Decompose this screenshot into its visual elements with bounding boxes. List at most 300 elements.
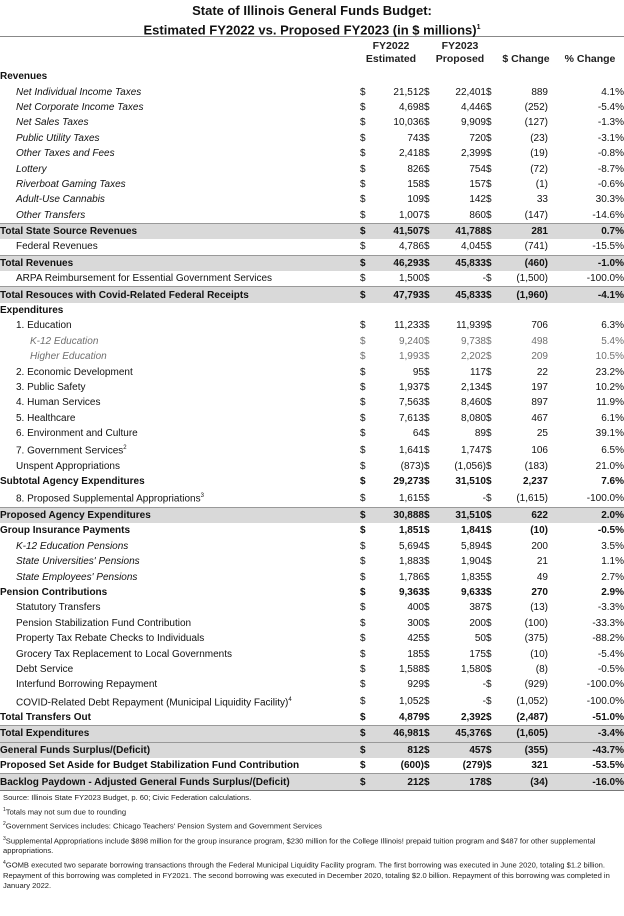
dollar-sign: [424, 69, 434, 84]
dollar-sign: $: [424, 287, 434, 303]
row-label: [0, 208, 360, 224]
fy2022-value: 1,588: [398, 663, 424, 675]
fy2022-value: 9,363: [398, 586, 424, 598]
dollar-sign: $: [486, 663, 492, 675]
row-label: [0, 364, 360, 379]
footnote-2-mark: 2: [3, 821, 6, 828]
dollar-sign: $: [360, 382, 366, 393]
fy2022-value: (873): [400, 460, 424, 472]
row-label: [0, 146, 360, 161]
dollar-sign: $: [424, 209, 430, 221]
fy2022-value: 743: [407, 132, 424, 144]
change-value: (375): [524, 633, 548, 645]
pct-change-value: 6.5%: [601, 444, 624, 456]
row-label-text: Expenditures: [0, 305, 64, 317]
table-row: [0, 616, 624, 631]
table-row: [0, 523, 624, 538]
dollar-sign: $: [360, 492, 366, 504]
footnote-1-mark: 1: [3, 806, 6, 813]
fy2022-value: 158: [407, 178, 424, 190]
row-label: [0, 334, 360, 349]
pct-change-value: -3.1%: [597, 132, 624, 144]
dollar-sign: $: [424, 444, 430, 456]
table-row: [0, 507, 624, 523]
row-label: [0, 318, 360, 333]
dollar-sign: $: [360, 695, 366, 707]
fy2023-value: 2,392: [460, 712, 486, 724]
fy2023-value: 387: [469, 602, 486, 614]
row-label: [0, 395, 360, 410]
fy2023-value: 457: [434, 742, 486, 758]
change-value: 33: [536, 194, 548, 206]
dollar-sign: $: [360, 178, 366, 190]
dollar-sign: $: [486, 255, 496, 271]
fy2022-value: 1,615: [398, 492, 424, 504]
dollar-sign: $: [360, 617, 366, 629]
section-header-row: [0, 303, 624, 318]
change-value: 622: [496, 507, 548, 523]
fy2022-value: 4,698: [398, 101, 424, 113]
fy2022-value: (600): [400, 760, 424, 772]
table-row: [0, 710, 624, 726]
dollar-sign: $: [486, 476, 492, 488]
table-row: [0, 539, 624, 554]
dollar-sign: $: [424, 571, 430, 583]
row-label-text: Proposed Set Aside for Budget Stabilization Fund Contribution: [0, 760, 300, 772]
pct-change-value: -3.4%: [548, 726, 624, 742]
table-body: [0, 69, 624, 790]
dollar-sign: $: [360, 412, 366, 424]
pct-change-value: -1.0%: [548, 255, 624, 271]
dollar-sign: $: [360, 428, 366, 440]
change-value: 197: [531, 382, 548, 393]
change-value: 498: [531, 335, 548, 347]
change-value: 2,237: [522, 476, 548, 488]
row-label-text: Riverboat Gaming Taxes: [16, 178, 126, 190]
change-value: 21: [536, 556, 548, 568]
row-label: [0, 441, 360, 458]
pct-change-value: -1.3%: [597, 117, 624, 129]
fy2022-value: 1,641: [398, 444, 424, 456]
dollar-sign: $: [486, 742, 496, 758]
dollar-sign: $: [424, 663, 430, 675]
table-row: [0, 239, 624, 255]
fy2023-value: 89: [474, 428, 486, 440]
fy2022-value: 5,694: [398, 540, 424, 552]
dollar-sign: $: [424, 178, 430, 190]
dollar-sign: $: [424, 132, 430, 144]
dollar-sign: $: [424, 617, 430, 629]
fy2023-value: 50: [474, 633, 486, 645]
table-row: [0, 758, 624, 774]
fy2023-value: 22,401: [455, 86, 486, 98]
dollar-sign: $: [486, 382, 492, 393]
fy2023-value: 45,833: [434, 255, 486, 271]
fy2022-value: 64: [412, 428, 424, 440]
row-label-text: Interfund Borrowing Repayment: [16, 679, 158, 691]
table-row: [0, 115, 624, 130]
pct-change-value: -5.4%: [597, 648, 624, 660]
dollar-sign: $: [486, 492, 492, 504]
dollar-sign: $: [486, 273, 492, 285]
dollar-sign: $: [486, 366, 492, 378]
row-label: [0, 192, 360, 207]
change-value: (929): [524, 679, 548, 691]
table-row: [0, 569, 624, 584]
dollar-sign: $: [424, 556, 430, 568]
row-label-text: 4. Human Services: [16, 397, 101, 409]
row-label: [0, 459, 360, 474]
dollar-sign: $: [360, 726, 370, 742]
row-label: [0, 726, 360, 742]
table-row: [0, 600, 624, 615]
row-label-text: 3. Public Safety: [16, 382, 86, 393]
dollar-sign: $: [360, 571, 366, 583]
pct-change-value: 4.1%: [601, 86, 624, 98]
table-row: [0, 287, 624, 303]
pct-change-value: 7.6%: [601, 476, 624, 488]
dollar-sign: $: [360, 712, 366, 724]
dollar-sign: $: [486, 223, 496, 239]
dollar-sign: $: [360, 507, 370, 523]
fy2023-value: 4,045: [460, 241, 486, 253]
table-row: [0, 426, 624, 441]
row-label-text: Total State Source Revenues: [0, 226, 138, 238]
table-row: [0, 208, 624, 224]
col-fy2023-header: [428, 40, 492, 66]
fy2023-value: 142: [469, 194, 486, 206]
dollar-sign: $: [360, 742, 370, 758]
row-label-text: Total Resouces with Covid-Related Federal Receipts: [0, 289, 249, 301]
row-label: [0, 115, 360, 130]
table-row: [0, 585, 624, 600]
dollar-sign: $: [424, 760, 430, 772]
fy2023-value: (1,056): [454, 460, 486, 472]
table-row: [0, 223, 624, 239]
fy2022-value: 300: [407, 617, 424, 629]
dollar-sign: $: [360, 86, 366, 98]
fy2023-value: 2,134: [460, 382, 486, 393]
pct-change-value: 30.3%: [595, 194, 624, 206]
row-label-text: ARPA Reimbursement for Essential Government Services: [16, 273, 273, 285]
dollar-sign: [360, 303, 370, 318]
fy2022-value: 185: [407, 648, 424, 660]
pct-change-value: -14.6%: [592, 209, 624, 221]
table-row: [0, 192, 624, 207]
fy2023-value: 1,580: [460, 663, 486, 675]
fy2022-value: 1,052: [398, 695, 424, 707]
pct-change-value: 23.2%: [595, 366, 624, 378]
fy2022-value: 1,500: [398, 273, 424, 285]
dollar-sign: $: [486, 320, 492, 332]
dollar-sign: $: [360, 209, 366, 221]
row-label-text: K-12 Education: [30, 335, 99, 347]
dollar-sign: $: [360, 476, 366, 488]
dollar-sign: $: [360, 132, 366, 144]
fy2022-value: 1,993: [398, 351, 424, 363]
fy2022-value: 46,981: [370, 726, 424, 742]
dollar-sign: $: [424, 241, 430, 253]
row-label-text: Adult-Use Cannabis: [16, 194, 105, 206]
footnotes: [0, 790, 624, 891]
pct-change-value: -0.6%: [597, 178, 624, 190]
row-label-text: Property Tax Rebate Checks to Individuals: [16, 633, 205, 645]
dollar-sign: $: [486, 335, 492, 347]
row-label: [0, 554, 360, 569]
change-value: 200: [531, 540, 548, 552]
pct-change-value: 5.4%: [601, 335, 624, 347]
dollar-sign: $: [424, 101, 430, 113]
row-label: [0, 349, 360, 364]
change-value: (1,052): [516, 695, 548, 707]
row-label-text: Other Transfers: [16, 209, 86, 221]
pct-change-value: -16.0%: [548, 774, 624, 790]
fy2023-value: 31,510: [434, 507, 486, 523]
row-label-text: Backlog Paydown - Adjusted General Funds Surplus/(Deficit): [0, 776, 290, 788]
dollar-sign: $: [360, 397, 366, 409]
dollar-sign: $: [424, 507, 434, 523]
row-label-text: Lottery: [16, 163, 47, 175]
pct-change-value: -100.0%: [586, 695, 624, 707]
fy2022-value: 812: [370, 742, 424, 758]
fy2023-value: 9,633: [460, 586, 486, 598]
dollar-sign: $: [486, 586, 492, 598]
pct-change-value: [548, 303, 624, 318]
footnote-4: [3, 858, 621, 891]
row-label: [0, 539, 360, 554]
dollar-sign: $: [360, 602, 366, 614]
fy2023-value: [434, 303, 486, 318]
dollar-sign: $: [424, 412, 430, 424]
col-fy2022-header: [358, 40, 424, 66]
fy2023-value: 9,909: [460, 117, 486, 129]
change-value: 22: [536, 366, 548, 378]
dollar-sign: $: [424, 712, 430, 724]
pct-change-value: -0.5%: [597, 663, 624, 675]
dollar-sign: $: [424, 602, 430, 614]
dollar-sign: $: [486, 507, 496, 523]
table-row: [0, 364, 624, 379]
change-value: [496, 69, 548, 84]
fy2022-value: 109: [407, 194, 424, 206]
title-line-2-text: Estimated FY2022 vs. Proposed FY2023 (in $ millions): [143, 22, 477, 38]
change-value: (1,500): [516, 273, 548, 285]
change-value: (252): [524, 101, 548, 113]
row-label: [0, 710, 360, 726]
change-value: (72): [530, 163, 548, 175]
change-value: 106: [531, 444, 548, 456]
footnote-2: [3, 819, 621, 832]
pct-change-value: 1.1%: [601, 556, 624, 568]
fy2023-value: 11,939: [456, 320, 486, 332]
row-label: [0, 507, 360, 523]
row-label-text: Subtotal Agency Expenditures: [0, 476, 145, 488]
pct-change-value: 21.0%: [595, 460, 624, 472]
table-row: [0, 177, 624, 192]
row-label: [0, 662, 360, 677]
fy2023-value: 1,835: [460, 571, 486, 583]
fy2023-value: -: [482, 273, 486, 285]
dollar-sign: $: [486, 444, 492, 456]
col-fy2023-line1: FY2023: [441, 40, 479, 52]
row-label: [0, 255, 360, 271]
table-row: [0, 161, 624, 176]
dollar-sign: $: [424, 163, 430, 175]
fy2023-value: 5,894: [460, 540, 486, 552]
footnote-source: Source: Illinois State FY2023 Budget, p. 60; Civic Federation calculations.: [3, 792, 252, 802]
change-value: (34): [496, 774, 548, 790]
dollar-sign: $: [486, 428, 492, 440]
fy2022-value: 47,793: [370, 287, 424, 303]
footnote-1-text: Totals may not sum due to rounding: [5, 807, 127, 817]
table-row: [0, 84, 624, 99]
dollar-sign: $: [424, 540, 430, 552]
dollar-sign: $: [486, 178, 492, 190]
row-label: [0, 693, 360, 710]
row-label-text: 1. Education: [16, 320, 72, 332]
table-row: [0, 677, 624, 692]
pct-change-value: 0.7%: [548, 223, 624, 239]
change-value: (127): [524, 117, 548, 129]
table-row: [0, 318, 624, 333]
table-row: [0, 459, 624, 474]
row-label-text: Pension Stabilization Fund Contribution: [16, 617, 192, 629]
dollar-sign: $: [486, 525, 492, 537]
fy2023-value: 1,747: [460, 444, 486, 456]
change-value: (10): [530, 525, 548, 537]
dollar-sign: $: [360, 556, 366, 568]
fy2023-value: 1,904: [460, 556, 486, 568]
fy2023-value: -: [482, 492, 486, 504]
fy2023-value: 175: [469, 648, 486, 660]
change-value: 209: [531, 351, 548, 363]
col-fy2022-line2: Estimated: [365, 53, 417, 65]
dollar-sign: $: [424, 525, 430, 537]
fy2023-value: 45,376: [434, 726, 486, 742]
change-value: (8): [535, 663, 548, 675]
table-row: [0, 489, 624, 507]
change-value: 270: [531, 586, 548, 598]
dollar-sign: $: [424, 273, 430, 285]
dollar-sign: [360, 69, 370, 84]
fy2023-value: -: [482, 679, 486, 691]
row-label: [0, 677, 360, 692]
pct-change-value: 2.7%: [601, 571, 624, 583]
fy2022-value: 21,512: [393, 86, 424, 98]
dollar-sign: $: [486, 633, 492, 645]
change-value: (183): [524, 460, 548, 472]
fy2022-value: 9,240: [398, 335, 424, 347]
title-footnote-mark: 1: [476, 24, 481, 31]
row-label: [0, 489, 360, 507]
pct-change-value: -5.4%: [597, 101, 624, 113]
dollar-sign: $: [486, 117, 492, 129]
row-label: [0, 161, 360, 176]
fy2022-value: 30,888: [370, 507, 424, 523]
dollar-sign: $: [424, 695, 430, 707]
fy2022-value: 10,036: [393, 117, 424, 129]
fy2022-value: 2,418: [398, 148, 424, 160]
change-value: (1,605): [496, 726, 548, 742]
footnote-3-mark: 3: [3, 835, 6, 842]
row-label-text: State Universities' Pensions: [16, 556, 140, 568]
pct-change-value: -0.8%: [597, 148, 624, 160]
row-label-text: General Funds Surplus/(Deficit): [0, 744, 151, 756]
dollar-sign: $: [486, 132, 492, 144]
fy2022-value: 425: [407, 633, 424, 645]
fy2023-value: 178: [434, 774, 486, 790]
fy2022-value: 929: [407, 679, 424, 691]
fy2023-value: 8,080: [460, 412, 486, 424]
dollar-sign: $: [424, 351, 430, 363]
budget-table: [0, 69, 624, 790]
dollar-sign: $: [486, 774, 496, 790]
fy2022-value: [370, 69, 424, 84]
row-label-text: Net Individual Income Taxes: [16, 86, 142, 98]
fy2022-value: 1,883: [398, 556, 424, 568]
row-label-text: Pension Contributions: [0, 586, 108, 598]
dollar-sign: $: [486, 397, 492, 409]
change-value: 25: [536, 428, 548, 440]
dollar-sign: $: [360, 633, 366, 645]
fy2023-value: 9,738: [460, 335, 486, 347]
table-row: [0, 631, 624, 646]
row-label: [0, 585, 360, 600]
table-row: [0, 380, 624, 395]
fy2023-value: 720: [469, 132, 486, 144]
table-row: [0, 726, 624, 742]
pct-change-value: 10.5%: [595, 351, 624, 363]
dollar-sign: $: [424, 633, 430, 645]
footnote-4-mark: 4: [3, 860, 6, 867]
dollar-sign: $: [486, 602, 492, 614]
change-value: [496, 303, 548, 318]
dollar-sign: $: [486, 556, 492, 568]
row-label-text: Grocery Tax Replacement to Local Governments: [16, 648, 233, 660]
table-row: [0, 441, 624, 458]
row-label-text: Net Corporate Income Taxes: [16, 101, 144, 113]
table-row: [0, 411, 624, 426]
dollar-sign: $: [360, 287, 370, 303]
fy2023-value: -: [482, 695, 486, 707]
dollar-sign: $: [360, 366, 366, 378]
fy2023-value: 860: [469, 209, 486, 221]
dollar-sign: $: [360, 760, 366, 772]
dollar-sign: $: [486, 209, 492, 221]
table-row: [0, 255, 624, 271]
change-value: 281: [496, 223, 548, 239]
dollar-sign: $: [360, 525, 366, 537]
table-row: [0, 774, 624, 790]
fy2023-value: 45,833: [434, 287, 486, 303]
dollar-sign: $: [486, 695, 492, 707]
fy2022-value: 11,233: [394, 320, 424, 332]
dollar-sign: $: [486, 540, 492, 552]
row-label-text: Unspent Appropriations: [16, 460, 120, 472]
change-value: (1): [535, 178, 548, 190]
change-value: (13): [530, 602, 548, 614]
table-row: [0, 474, 624, 489]
fy2022-value: 400: [407, 602, 424, 614]
dollar-sign: $: [360, 163, 366, 175]
row-label-text: Public Utility Taxes: [16, 132, 100, 144]
fy2022-value: 1,786: [398, 571, 424, 583]
fy2022-value: 41,507: [370, 223, 424, 239]
dollar-sign: $: [360, 194, 366, 206]
row-label-text: Statutory Transfers: [16, 602, 101, 614]
row-label: [0, 84, 360, 99]
dollar-sign: $: [486, 287, 496, 303]
